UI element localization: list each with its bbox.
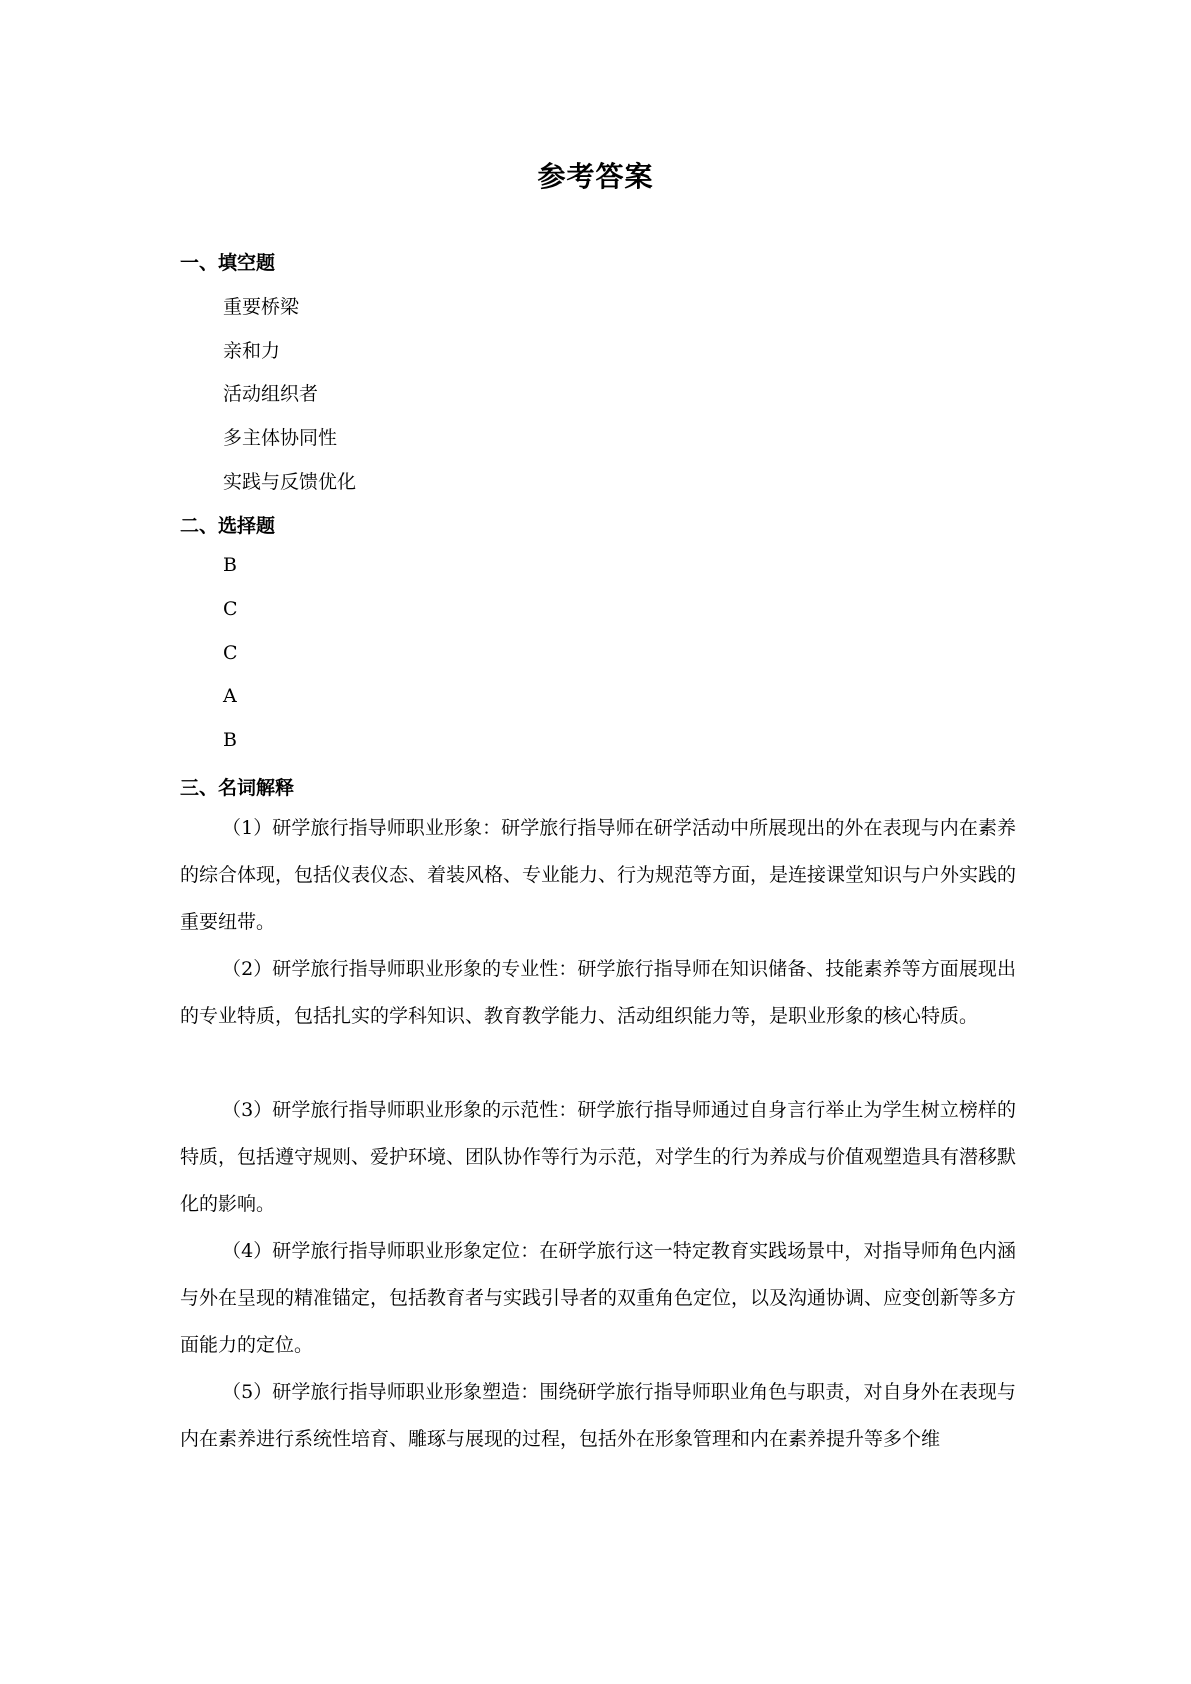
answer-item: 多主体协同性 (223, 427, 338, 449)
answer-item: 重要桥梁 (223, 296, 300, 318)
section-heading-fill-in: 一、填空题 (180, 252, 276, 274)
section-heading-choice: 二、选择题 (180, 515, 276, 537)
term-definition: （2）研学旅行指导师职业形象的专业性：研学旅行指导师在知识储备、技能素养等方面展现出的专业特质，包括扎实的学科知识、教育教学能力、活动组织能力等，是职业形象的核心特质。 (180, 958, 1016, 1027)
section-heading-terms: 三、名词解释 (180, 777, 295, 799)
answer-item: 实践与反馈优化 (223, 471, 357, 493)
answer-item: C (223, 642, 238, 664)
answer-item: 活动组织者 (223, 383, 319, 405)
answer-item: 亲和力 (223, 340, 281, 362)
term-definition: （4）研学旅行指导师职业形象定位：在研学旅行这一特定教育实践场景中，对指导师角色内涵与外在呈现的精准锚定，包括教育者与实践引导者的双重角色定位，以及沟通协调、应变创新等多方面能力的定位。 (180, 1240, 1017, 1356)
answer-item: A (223, 685, 237, 707)
term-definition: （1）研学旅行指导师职业形象：研学旅行指导师在研学活动中所展现出的外在表现与内在素养的综合体现，包括仪表仪态、着装风格、专业能力、行为规范等方面，是连接课堂知识与户外实践的重要纽带。 (180, 817, 1017, 933)
answer-item: B (223, 729, 237, 751)
answer-item: C (223, 598, 238, 620)
page-title: 参考答案 (537, 160, 654, 193)
term-definition: （3）研学旅行指导师职业形象的示范性：研学旅行指导师通过自身言行举止为学生树立榜样的特质，包括遵守规则、爱护环境、团队协作等行为示范，对学生的行为养成与价值观塑造具有潜移默化的影响。 (180, 1099, 1017, 1215)
term-definition: （5）研学旅行指导师职业形象塑造：围绕研学旅行指导师职业角色与职责，对自身外在表现与内在素养进行系统性培育、雕琢与展现的过程，包括外在形象管理和内在素养提升等多个维 (180, 1381, 1016, 1450)
answer-item: B (223, 554, 237, 576)
